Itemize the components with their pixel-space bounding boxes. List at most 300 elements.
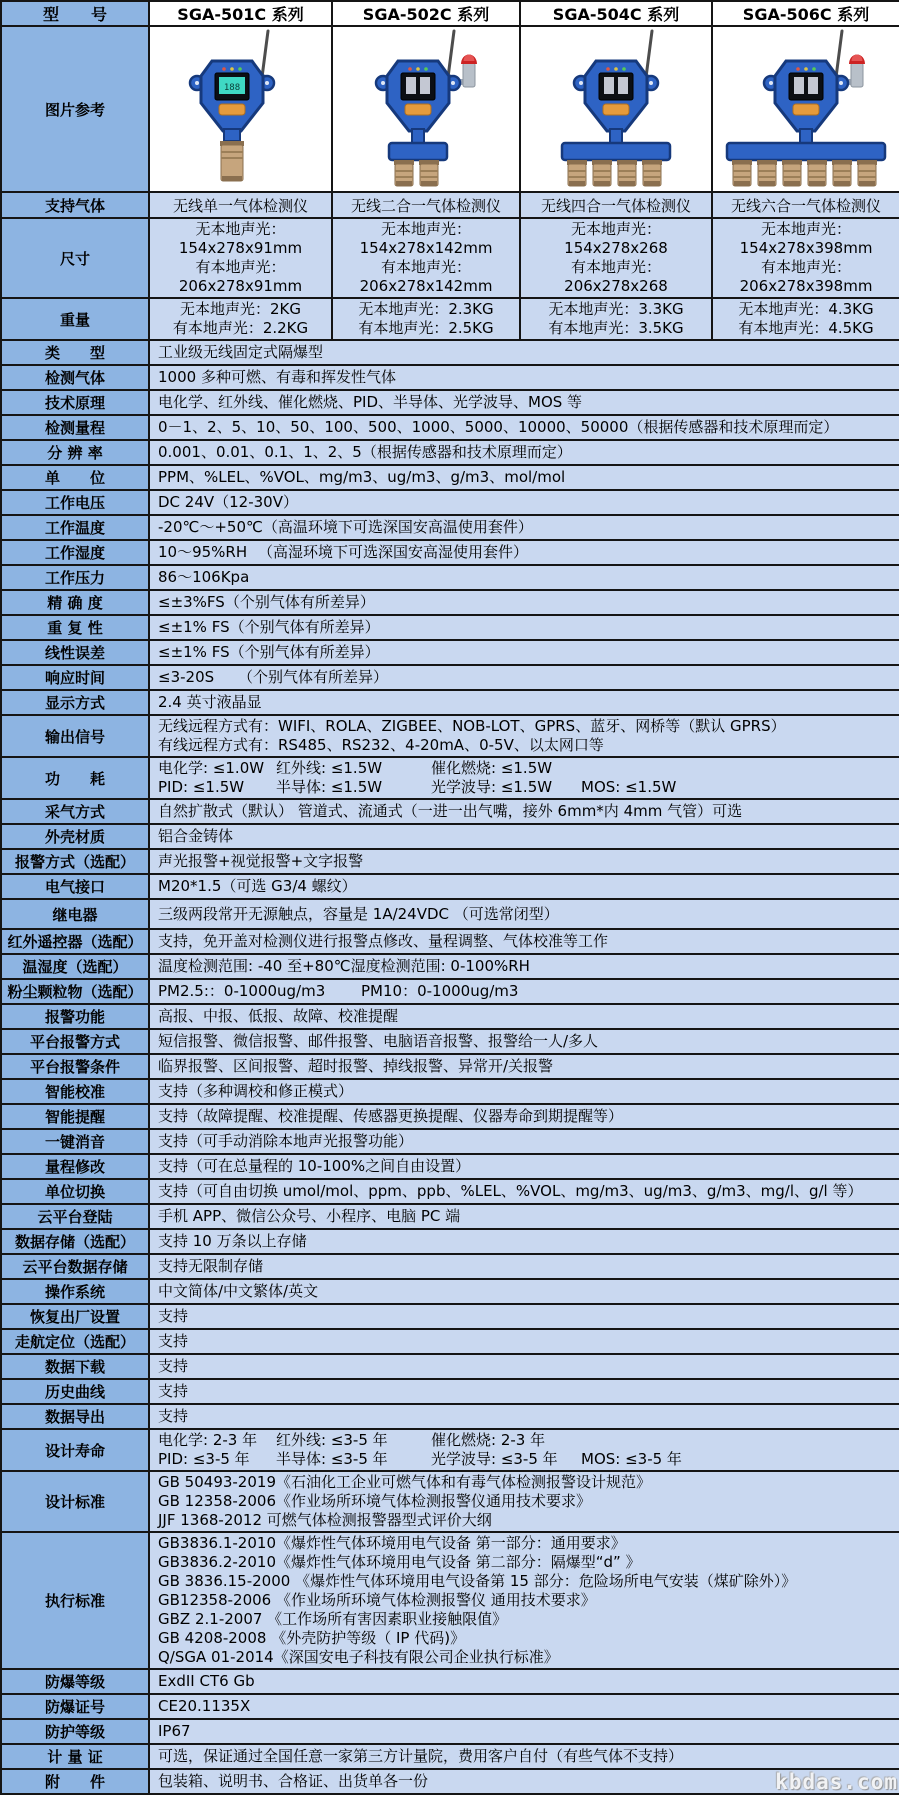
row-label: 历史曲线	[1, 1379, 149, 1404]
table-row	[1, 1129, 899, 1154]
row-value: 无线四合一气体检测仪	[520, 192, 712, 218]
row-label: 智能提醒	[1, 1104, 149, 1129]
table-row	[1, 1744, 899, 1769]
row-value	[149, 1129, 899, 1154]
row-value	[332, 298, 520, 340]
row-label: 计 量 证	[1, 1744, 149, 1769]
row-value	[149, 1719, 899, 1744]
row-value	[149, 1054, 899, 1079]
value-segment: 支持	[158, 1407, 189, 1425]
value-line	[158, 982, 891, 1001]
value-segment: 中文简体/中文繁体/英文	[158, 1282, 319, 1300]
detector-image-cell	[332, 26, 520, 192]
value-segment: 支持	[158, 1357, 189, 1375]
row-value	[149, 1104, 899, 1129]
row-label: 数据存储（选配）	[1, 1229, 149, 1254]
value-line	[158, 518, 891, 537]
value-segment: JJF 1368-2012 可燃气体检测报警器型式评价大纲	[158, 1511, 492, 1529]
row-value	[149, 874, 899, 899]
value-line: 无本地声光：2KG	[179, 300, 301, 318]
table-row	[1, 1229, 899, 1254]
keypad	[219, 104, 245, 115]
value-line	[158, 1511, 891, 1530]
detector-image-sga-502c	[336, 27, 517, 187]
value-line	[158, 759, 891, 778]
row-value	[149, 1694, 899, 1719]
value-segment: 铝合金铸体	[158, 827, 234, 845]
table-row	[1, 640, 899, 665]
watermark: kbdas.com	[775, 1770, 898, 1794]
value-line	[158, 693, 891, 712]
value-line: 无本地声光：3.3KG	[548, 300, 684, 318]
value-segment: 支持（可在总量程的 10-100%之间自由设置）	[158, 1157, 471, 1175]
value-line	[158, 717, 891, 736]
value-segment: GB 3836.15-2000 《爆炸性气体环境用电气设备第 15 部分：危险场所电气安装（煤矿除外）》	[158, 1572, 797, 1590]
value-segment: 红外线: ≤1.5W	[276, 759, 383, 777]
row-value	[149, 365, 899, 390]
value-line: 无本地声光：4.3KG	[738, 300, 874, 318]
value-line	[158, 1648, 891, 1667]
value-line: 有本地声光：206x278x398mm	[739, 258, 873, 295]
sensor-head-icon	[567, 160, 587, 186]
value-line	[158, 1407, 891, 1426]
table-row	[1, 1204, 899, 1229]
row-value	[149, 1471, 899, 1532]
row-value	[149, 1004, 899, 1029]
value-segment: 三级两段常开无源触点，容量是 1A/24VDC （可选常闭型）	[158, 904, 559, 923]
value-line	[158, 1057, 891, 1076]
row-value	[149, 298, 332, 340]
table-row	[1, 1694, 899, 1719]
row-value: 无线六合一气体检测仪	[712, 192, 899, 218]
value-line	[158, 1157, 891, 1176]
row-value	[520, 218, 712, 298]
row-value	[149, 929, 899, 954]
value-segment: 10～95%RH	[158, 543, 248, 561]
row-value	[149, 1204, 899, 1229]
row-label: 粉尘颗粒物（选配）	[1, 979, 149, 1004]
table-row	[1, 665, 899, 690]
value-line	[158, 802, 891, 821]
value-segment: （高湿环境下可选深国安高湿使用套件）	[258, 543, 529, 561]
value-segment: 光学波导: ≤1.5W	[431, 778, 553, 796]
value-line	[158, 1473, 891, 1492]
table-row	[1, 1104, 899, 1129]
table-row	[1, 1029, 899, 1054]
alarm-beacon-icon	[847, 55, 865, 88]
image-row-label: 图片参考	[1, 26, 149, 192]
row-value	[149, 1769, 899, 1794]
row-label: 设计标准	[1, 1471, 149, 1532]
table-row	[1, 1279, 899, 1304]
row-label: 防护等级	[1, 1719, 149, 1744]
value-segment: 电化学、红外线、催化燃烧、PID、半导体、光学波导、MOS 等	[158, 393, 583, 411]
sensor-head-icon	[832, 160, 852, 186]
table-row	[1, 979, 899, 1004]
row-label: 平台报警方式	[1, 1029, 149, 1054]
value-line	[158, 443, 891, 462]
value-line	[158, 1182, 891, 1201]
row-value	[149, 640, 899, 665]
row-label: 重量	[1, 298, 149, 340]
row-value	[149, 440, 899, 465]
table-row	[1, 874, 899, 899]
table-row	[1, 1179, 899, 1204]
value-segment: 支持（多种调校和修正模式）	[158, 1082, 354, 1100]
value-line	[158, 1107, 891, 1126]
row-label: 输出信号	[1, 715, 149, 757]
manifold	[727, 143, 885, 160]
row-value	[149, 615, 899, 640]
value-line	[158, 905, 891, 924]
value-segment: ≤3-20S	[158, 668, 215, 686]
value-segment: 湿度检测范围: 0-100%RH	[350, 957, 530, 975]
row-label: 单位切换	[1, 1179, 149, 1204]
row-value	[149, 1154, 899, 1179]
row-value	[149, 1279, 899, 1304]
value-segment: 可选，保证通过全国任意一家第三方计量院，费用客户自付（有些气体不支持）	[158, 1747, 684, 1765]
row-label: 温湿度（选配）	[1, 954, 149, 979]
sensor-head-icon	[857, 160, 877, 186]
value-segment: 支持	[158, 1307, 189, 1325]
value-line	[158, 1032, 891, 1051]
table-row	[1, 1054, 899, 1079]
value-line: 无本地声光：154x278x398mm	[739, 220, 873, 257]
row-label: 设计寿命	[1, 1429, 149, 1471]
row-value	[520, 298, 712, 340]
value-segment: 短信报警、微信报警、邮件报警、电脑语音报警、报警给一人/多人	[158, 1032, 599, 1050]
value-line	[158, 1553, 891, 1572]
row-label: 云平台登陆	[1, 1204, 149, 1229]
value-segment: 0.001、0.01、0.1、1、2、5（根据传感器和技术原理而定）	[158, 443, 572, 461]
row-label: 精 确 度	[1, 590, 149, 615]
table-row	[1, 365, 899, 390]
value-line	[158, 1282, 891, 1301]
row-value	[149, 1229, 899, 1254]
value-segment: DC 24V（12-30V）	[158, 493, 298, 511]
manifold	[389, 143, 447, 160]
row-value	[712, 218, 899, 298]
value-line	[158, 668, 891, 687]
row-value	[149, 954, 899, 979]
row-label: 单 位	[1, 465, 149, 490]
value-line: 有本地声光：2.2KG	[172, 319, 309, 337]
table-row	[1, 954, 899, 979]
table-row	[1, 1532, 899, 1669]
value-line	[158, 1591, 891, 1610]
value-line	[158, 393, 891, 412]
table-row	[1, 824, 899, 849]
value-line: 无本地声光：154x278x268	[564, 220, 668, 257]
value-line	[158, 1357, 891, 1376]
value-line	[158, 1082, 891, 1101]
table-row	[1, 715, 899, 757]
row-value	[149, 1744, 899, 1769]
row-label: 执行标准	[1, 1532, 149, 1669]
sensor-head-icon	[757, 160, 777, 186]
row-value	[149, 1379, 899, 1404]
value-segment: 半导体: ≤1.5W	[276, 778, 383, 796]
row-value	[149, 665, 899, 690]
row-label: 工作电压	[1, 490, 149, 515]
detector-image-cell	[712, 26, 899, 192]
value-segment: M20*1.5（可选 G3/4 螺纹）	[158, 877, 357, 895]
value-line	[158, 1332, 891, 1351]
value-line	[158, 643, 891, 662]
model-column-header: SGA-504C 系列	[520, 1, 712, 26]
value-segment: 催化燃烧: ≤1.5W	[431, 759, 553, 777]
value-segment: 电化学: ≤1.0W	[158, 759, 265, 777]
row-value	[149, 1254, 899, 1279]
row-label: 平台报警条件	[1, 1054, 149, 1079]
table-row	[1, 1354, 899, 1379]
value-line: 有本地声光：4.5KG	[738, 319, 874, 337]
table-row	[1, 1404, 899, 1429]
row-label: 一键消音	[1, 1129, 149, 1154]
row-value	[149, 1532, 899, 1669]
sensor-head-icon	[782, 160, 802, 186]
keypad	[793, 104, 819, 115]
row-value	[149, 715, 899, 757]
row-value	[149, 1304, 899, 1329]
value-line	[158, 543, 891, 562]
table-row	[1, 1379, 899, 1404]
row-label: 支持气体	[1, 192, 149, 218]
value-segment: 支持，免开盖对检测仪进行报警点修改、量程调整、气体校准等工作	[158, 932, 609, 950]
model-column-header: SGA-506C 系列	[712, 1, 899, 26]
row-value	[149, 690, 899, 715]
value-segment: GB3836.1-2010《爆炸性气体环境用电气设备 第一部分：通用要求》	[158, 1534, 626, 1552]
table-row	[1, 1471, 899, 1532]
sensor-head-icon	[617, 160, 637, 186]
value-segment: MOS: ≤1.5W	[581, 778, 677, 796]
value-segment: MOS: ≤3-5 年	[581, 1450, 682, 1468]
value-line: 有本地声光：206x278x268	[564, 258, 668, 295]
sensor-heads	[394, 160, 439, 186]
row-value	[149, 1329, 899, 1354]
value-line: 无本地声光：2.3KG	[358, 300, 494, 318]
value-line	[158, 1450, 891, 1469]
value-line	[158, 1207, 891, 1226]
row-label: 云平台数据存储	[1, 1254, 149, 1279]
model-column-header: SGA-501C 系列	[149, 1, 332, 26]
value-segment: GB12358-2006 《作业场所环境气体检测报警仪 通用技术要求》	[158, 1591, 596, 1609]
value-line	[158, 1772, 891, 1791]
value-line	[158, 1610, 891, 1629]
value-line	[158, 852, 891, 871]
value-segment: 包装箱、说明书、合格证、出货单各一份	[158, 1772, 429, 1790]
row-label: 工作温度	[1, 515, 149, 540]
row-label: 红外遥控器（选配）	[1, 929, 149, 954]
row-label: 电气接口	[1, 874, 149, 899]
value-line	[158, 736, 891, 755]
value-segment: 支持	[158, 1332, 189, 1350]
row-value	[149, 590, 899, 615]
row-label: 检测气体	[1, 365, 149, 390]
table-row	[1, 1004, 899, 1029]
value-line	[158, 1132, 891, 1151]
value-segment: 温度检测范围: -40 至+80℃	[158, 957, 351, 975]
row-value: 无线单一气体检测仪	[149, 192, 332, 218]
row-label: 响应时间	[1, 665, 149, 690]
row-value	[149, 1669, 899, 1694]
table-row	[1, 757, 899, 799]
sensor-head-icon	[732, 160, 752, 186]
value-segment: PM2.5:：0-1000ug/m3	[158, 982, 326, 1000]
value-segment: 2.4 英寸液晶显	[158, 693, 262, 711]
row-value	[149, 1354, 899, 1379]
table-row	[1, 565, 899, 590]
value-line: 有本地声光：206x278x142mm	[359, 258, 493, 295]
row-value	[149, 1429, 899, 1471]
table-row	[1, 590, 899, 615]
sensor-head-icon	[220, 141, 244, 181]
value-line: 有本地声光：3.5KG	[548, 319, 684, 337]
value-line	[158, 1431, 891, 1450]
row-label: 报警方式（选配）	[1, 849, 149, 874]
value-line	[158, 1257, 891, 1276]
row-label: 检测量程	[1, 415, 149, 440]
table-row	[1, 690, 899, 715]
value-segment: PPM、%LEL、%VOL、mg/m3、ug/m3、g/m3、mol/mol	[158, 468, 566, 486]
row-value	[149, 757, 899, 799]
row-value	[149, 849, 899, 874]
row-label: 技术原理	[1, 390, 149, 415]
row-label: 数据下载	[1, 1354, 149, 1379]
svg-text:188: 188	[223, 83, 241, 93]
model-column-header: SGA-502C 系列	[332, 1, 520, 26]
value-segment: 支持	[158, 1382, 189, 1400]
row-value	[149, 799, 899, 824]
value-line	[158, 1747, 891, 1766]
value-line	[158, 593, 891, 612]
value-line: 无本地声光：154x278x142mm	[359, 220, 493, 257]
value-segment: 光学波导: ≤3-5 年	[431, 1450, 558, 1468]
value-line	[158, 1382, 891, 1401]
row-label: 报警功能	[1, 1004, 149, 1029]
value-line	[158, 618, 891, 637]
value-line	[158, 877, 891, 896]
table-row	[1, 799, 899, 824]
value-line	[158, 468, 891, 487]
row-value	[149, 979, 899, 1004]
table-row	[1, 1669, 899, 1694]
value-segment: 无线远程方式有：WIFI、ROLA、ZIGBEE、NOB-LOT、GPRS、蓝牙、网桥等（默认 GPRS）	[158, 717, 786, 735]
row-label: 量程修改	[1, 1154, 149, 1179]
model-header-label: 型 号	[1, 1, 149, 26]
sensor-head-icon	[394, 160, 414, 186]
table-row	[1, 440, 899, 465]
table-row	[1, 929, 899, 954]
row-value	[149, 390, 899, 415]
value-line	[158, 418, 891, 437]
value-segment: GB 12358-2006《作业场所环境气体检测报警仪通用技术要求》	[158, 1492, 591, 1510]
value-segment: 工业级无线固定式隔爆型	[158, 343, 324, 361]
value-segment: ≤±1% FS（个别气体有所差异）	[158, 643, 380, 661]
value-segment: CE20.1135X	[158, 1697, 251, 1715]
sensor-head-icon	[419, 160, 439, 186]
row-label: 分 辨 率	[1, 440, 149, 465]
table-row	[1, 1769, 899, 1794]
detector-image-sga-506c	[716, 27, 897, 187]
value-segment: 临界报警、区间报警、超时报警、掉线报警、异常开/关报警	[158, 1057, 554, 1075]
value-line	[158, 493, 891, 512]
sensor-head-icon	[642, 160, 662, 186]
row-value	[149, 824, 899, 849]
value-segment: 半导体: ≤3-5 年	[276, 1450, 388, 1468]
value-line	[158, 1492, 891, 1511]
table-row	[1, 1329, 899, 1354]
value-segment: 声光报警+视觉报警+文字报警	[158, 852, 364, 870]
detector-image-cell	[520, 26, 712, 192]
row-value	[149, 340, 899, 365]
row-label: 数据导出	[1, 1404, 149, 1429]
value-segment: -20℃～+50℃（高温环境下可选深国安高温使用套件）	[158, 518, 533, 536]
table-row	[1, 515, 899, 540]
row-value	[149, 899, 899, 929]
keypad	[603, 104, 629, 115]
value-segment: GBZ 2.1-2007 《工作场所有害因素职业接触限值》	[158, 1610, 508, 1628]
table-row	[1, 899, 899, 929]
row-label: 防爆等级	[1, 1669, 149, 1694]
value-line	[158, 1572, 891, 1591]
value-line	[158, 1307, 891, 1326]
value-segment: 有线远程方式有：RS485、RS232、4-20mA、0-5V、以太网口等	[158, 736, 604, 754]
row-value	[149, 465, 899, 490]
value-segment: 电化学: 2-3 年	[158, 1431, 258, 1449]
value-line	[158, 1722, 891, 1741]
row-value	[149, 1179, 899, 1204]
value-segment: ≤±1% FS（个别气体有所差异）	[158, 618, 380, 636]
value-line: 有本地声光：206x278x91mm	[178, 258, 303, 295]
row-label: 尺寸	[1, 218, 149, 298]
sensor-heads	[732, 160, 877, 186]
value-segment: 支持（故障提醒、校准提醒、传感器更换提醒、仪器寿命到期提醒等）	[158, 1107, 624, 1125]
value-line	[158, 1534, 891, 1553]
value-segment: 自然扩散式（默认） 管道式、流通式（一进一出气嘴，接外 6mm*内 4mm 气管）可选	[158, 802, 743, 820]
row-label: 附 件	[1, 1769, 149, 1794]
value-segment: 红外线: ≤3-5 年	[276, 1431, 388, 1449]
value-segment: GB 4208-2008 《外壳防护等级（ IP 代码)》	[158, 1629, 466, 1647]
value-segment: 支持（可自由切换 umol/mol、ppm、ppb、%LEL、%VOL、mg/m3、ug/m3、g/m3、mg/l、g/l 等）	[158, 1182, 863, 1200]
row-label: 工作压力	[1, 565, 149, 590]
table-row	[1, 1254, 899, 1279]
detector-image-sga-504c	[526, 27, 707, 187]
row-label: 走航定位（选配）	[1, 1329, 149, 1354]
value-line	[158, 568, 891, 587]
table-row	[1, 390, 899, 415]
row-value	[712, 298, 899, 340]
row-value: 无线二合一气体检测仪	[332, 192, 520, 218]
value-segment: ExdII CT6 Gb	[158, 1672, 255, 1690]
row-label: 操作系统	[1, 1279, 149, 1304]
table-row	[1, 849, 899, 874]
value-line	[158, 1697, 891, 1716]
row-value	[149, 1029, 899, 1054]
table-row	[1, 490, 899, 515]
value-line	[158, 1232, 891, 1251]
keypad	[405, 104, 431, 115]
row-label: 外壳材质	[1, 824, 149, 849]
table-row	[1, 340, 899, 365]
detector-image-sga-501c	[150, 27, 331, 187]
value-segment: 1000 多种可燃、有毒和挥发性气体	[158, 368, 396, 386]
value-segment: 高报、中报、低报、故障、校准提醒	[158, 1007, 399, 1025]
row-label: 功 耗	[1, 757, 149, 799]
row-label: 线性误差	[1, 640, 149, 665]
value-segment: PM10：0-1000ug/m3	[361, 982, 519, 1000]
row-value	[149, 1404, 899, 1429]
